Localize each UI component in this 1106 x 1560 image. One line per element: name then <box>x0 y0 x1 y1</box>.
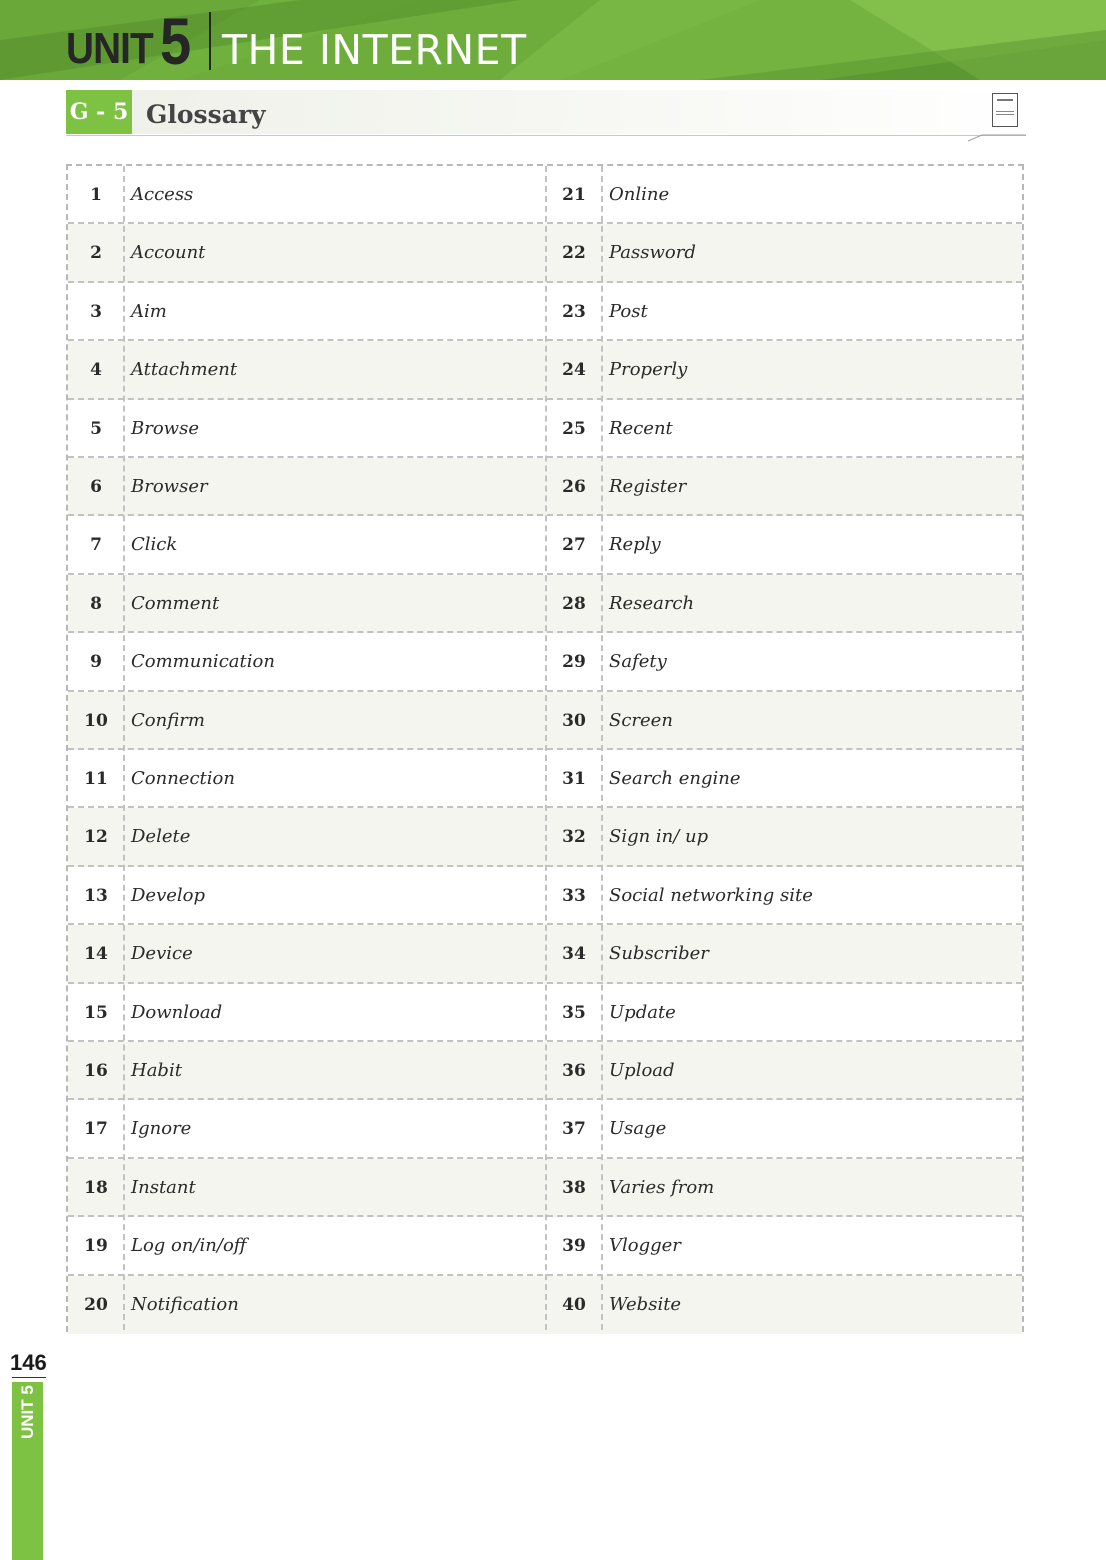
glossary-term: Confirm <box>131 709 205 731</box>
entry-number: 8 <box>90 593 102 614</box>
glossary-term: Subscriber <box>609 943 709 965</box>
glossary-term: Upload <box>609 1060 675 1081</box>
entry-number: 2 <box>90 243 102 264</box>
entry-number: 14 <box>84 944 108 965</box>
entry-number: 11 <box>84 769 108 789</box>
entry-number: 5 <box>90 418 102 439</box>
glossary-term: Browse <box>131 417 199 439</box>
page-number: 146 <box>10 1350 47 1375</box>
entry-number: 12 <box>84 827 108 848</box>
glossary-term: Browser <box>131 476 208 497</box>
entry-number: 37 <box>562 1119 586 1140</box>
unit-banner <box>0 0 1106 80</box>
glossary-term: Communication <box>131 651 275 673</box>
entry-number: 38 <box>562 1177 586 1198</box>
glossary-term: Properly <box>609 359 688 381</box>
glossary-term: Password <box>609 242 696 264</box>
glossary-term: Varies from <box>609 1176 715 1198</box>
entry-number: 17 <box>84 1119 108 1140</box>
entry-number: 35 <box>562 1002 586 1023</box>
glossary-term: Connection <box>131 768 235 789</box>
glossary-term: Habit <box>131 1060 182 1081</box>
entry-number: 31 <box>562 769 586 789</box>
glossary-term: Recent <box>609 417 673 439</box>
glossary-term: Reply <box>609 534 661 556</box>
entry-number: 18 <box>84 1177 108 1198</box>
entry-number: 27 <box>562 535 586 556</box>
glossary-term: Aim <box>131 300 167 322</box>
entry-number: 6 <box>90 477 102 497</box>
banner-divider <box>209 12 211 70</box>
glossary-term: Instant <box>131 1176 196 1198</box>
glossary-term: Develop <box>131 884 206 906</box>
glossary-term: Research <box>609 592 695 614</box>
entry-number: 23 <box>562 301 586 322</box>
entry-number: 28 <box>562 593 586 614</box>
glossary-term: Account <box>131 242 206 264</box>
entry-number: 30 <box>562 710 586 731</box>
glossary-term: Click <box>131 534 178 556</box>
unit-number: 5 <box>160 4 192 78</box>
entry-number: 29 <box>562 652 586 673</box>
glossary-term: Comment <box>131 592 220 614</box>
glossary-term: Website <box>609 1293 682 1315</box>
glossary-term: Ignore <box>131 1118 192 1140</box>
glossary-term: Sign in/ up <box>609 826 709 848</box>
entry-number: 34 <box>562 944 586 965</box>
glossary-term: Update <box>609 1001 676 1023</box>
entry-number: 39 <box>562 1236 586 1257</box>
entry-number: 7 <box>90 535 102 556</box>
entry-number: 25 <box>562 418 586 439</box>
unit-title: THE INTERNET <box>222 26 527 74</box>
section-title: Glossary <box>146 100 266 129</box>
glossary-term: Screen <box>609 709 673 731</box>
entry-number: 9 <box>90 652 102 673</box>
column-divider <box>123 166 125 1330</box>
corner-tick-decoration <box>968 132 1026 144</box>
entry-number: 24 <box>562 360 586 381</box>
entry-number: 33 <box>562 885 586 906</box>
entry-number: 40 <box>562 1294 586 1315</box>
glossary-table <box>66 164 1024 1332</box>
column-divider <box>545 166 547 1330</box>
glossary-term: Vlogger <box>609 1235 681 1257</box>
glossary-term: Search engine <box>609 768 741 789</box>
page-number-rule <box>12 1377 46 1378</box>
entry-number: 15 <box>84 1002 108 1023</box>
glossary-term: Register <box>609 476 687 497</box>
entry-number: 32 <box>562 827 586 848</box>
entry-number: 1 <box>90 185 102 205</box>
book-icon <box>992 93 1018 127</box>
glossary-term: Online <box>609 184 670 205</box>
glossary-term: Safety <box>609 651 667 673</box>
glossary-term: Attachment <box>131 359 238 381</box>
glossary-term: Download <box>131 1001 223 1023</box>
entry-number: 22 <box>562 243 586 264</box>
entry-number: 26 <box>562 477 586 497</box>
glossary-term: Delete <box>131 826 191 848</box>
glossary-term: Log on/in/off <box>131 1235 247 1257</box>
entry-number: 4 <box>90 360 102 381</box>
entry-number: 21 <box>562 185 586 205</box>
glossary-term: Usage <box>609 1118 667 1140</box>
glossary-term: Notification <box>131 1293 239 1315</box>
column-divider <box>601 166 603 1330</box>
entry-number: 13 <box>84 885 108 906</box>
unit-label: UNIT <box>66 24 153 73</box>
entry-number: 19 <box>84 1236 108 1257</box>
side-tab-label: UNIT 5 <box>18 1385 37 1439</box>
entry-number: 36 <box>562 1061 586 1081</box>
entry-number: 3 <box>90 301 102 322</box>
section-code-badge: G - 5 <box>66 90 132 134</box>
glossary-term: Post <box>609 300 648 322</box>
entry-number: 10 <box>84 710 108 731</box>
glossary-term: Access <box>131 184 194 205</box>
glossary-term: Social networking site <box>609 884 813 906</box>
entry-number: 16 <box>84 1061 108 1081</box>
entry-number: 20 <box>84 1294 108 1315</box>
glossary-term: Device <box>131 943 193 965</box>
